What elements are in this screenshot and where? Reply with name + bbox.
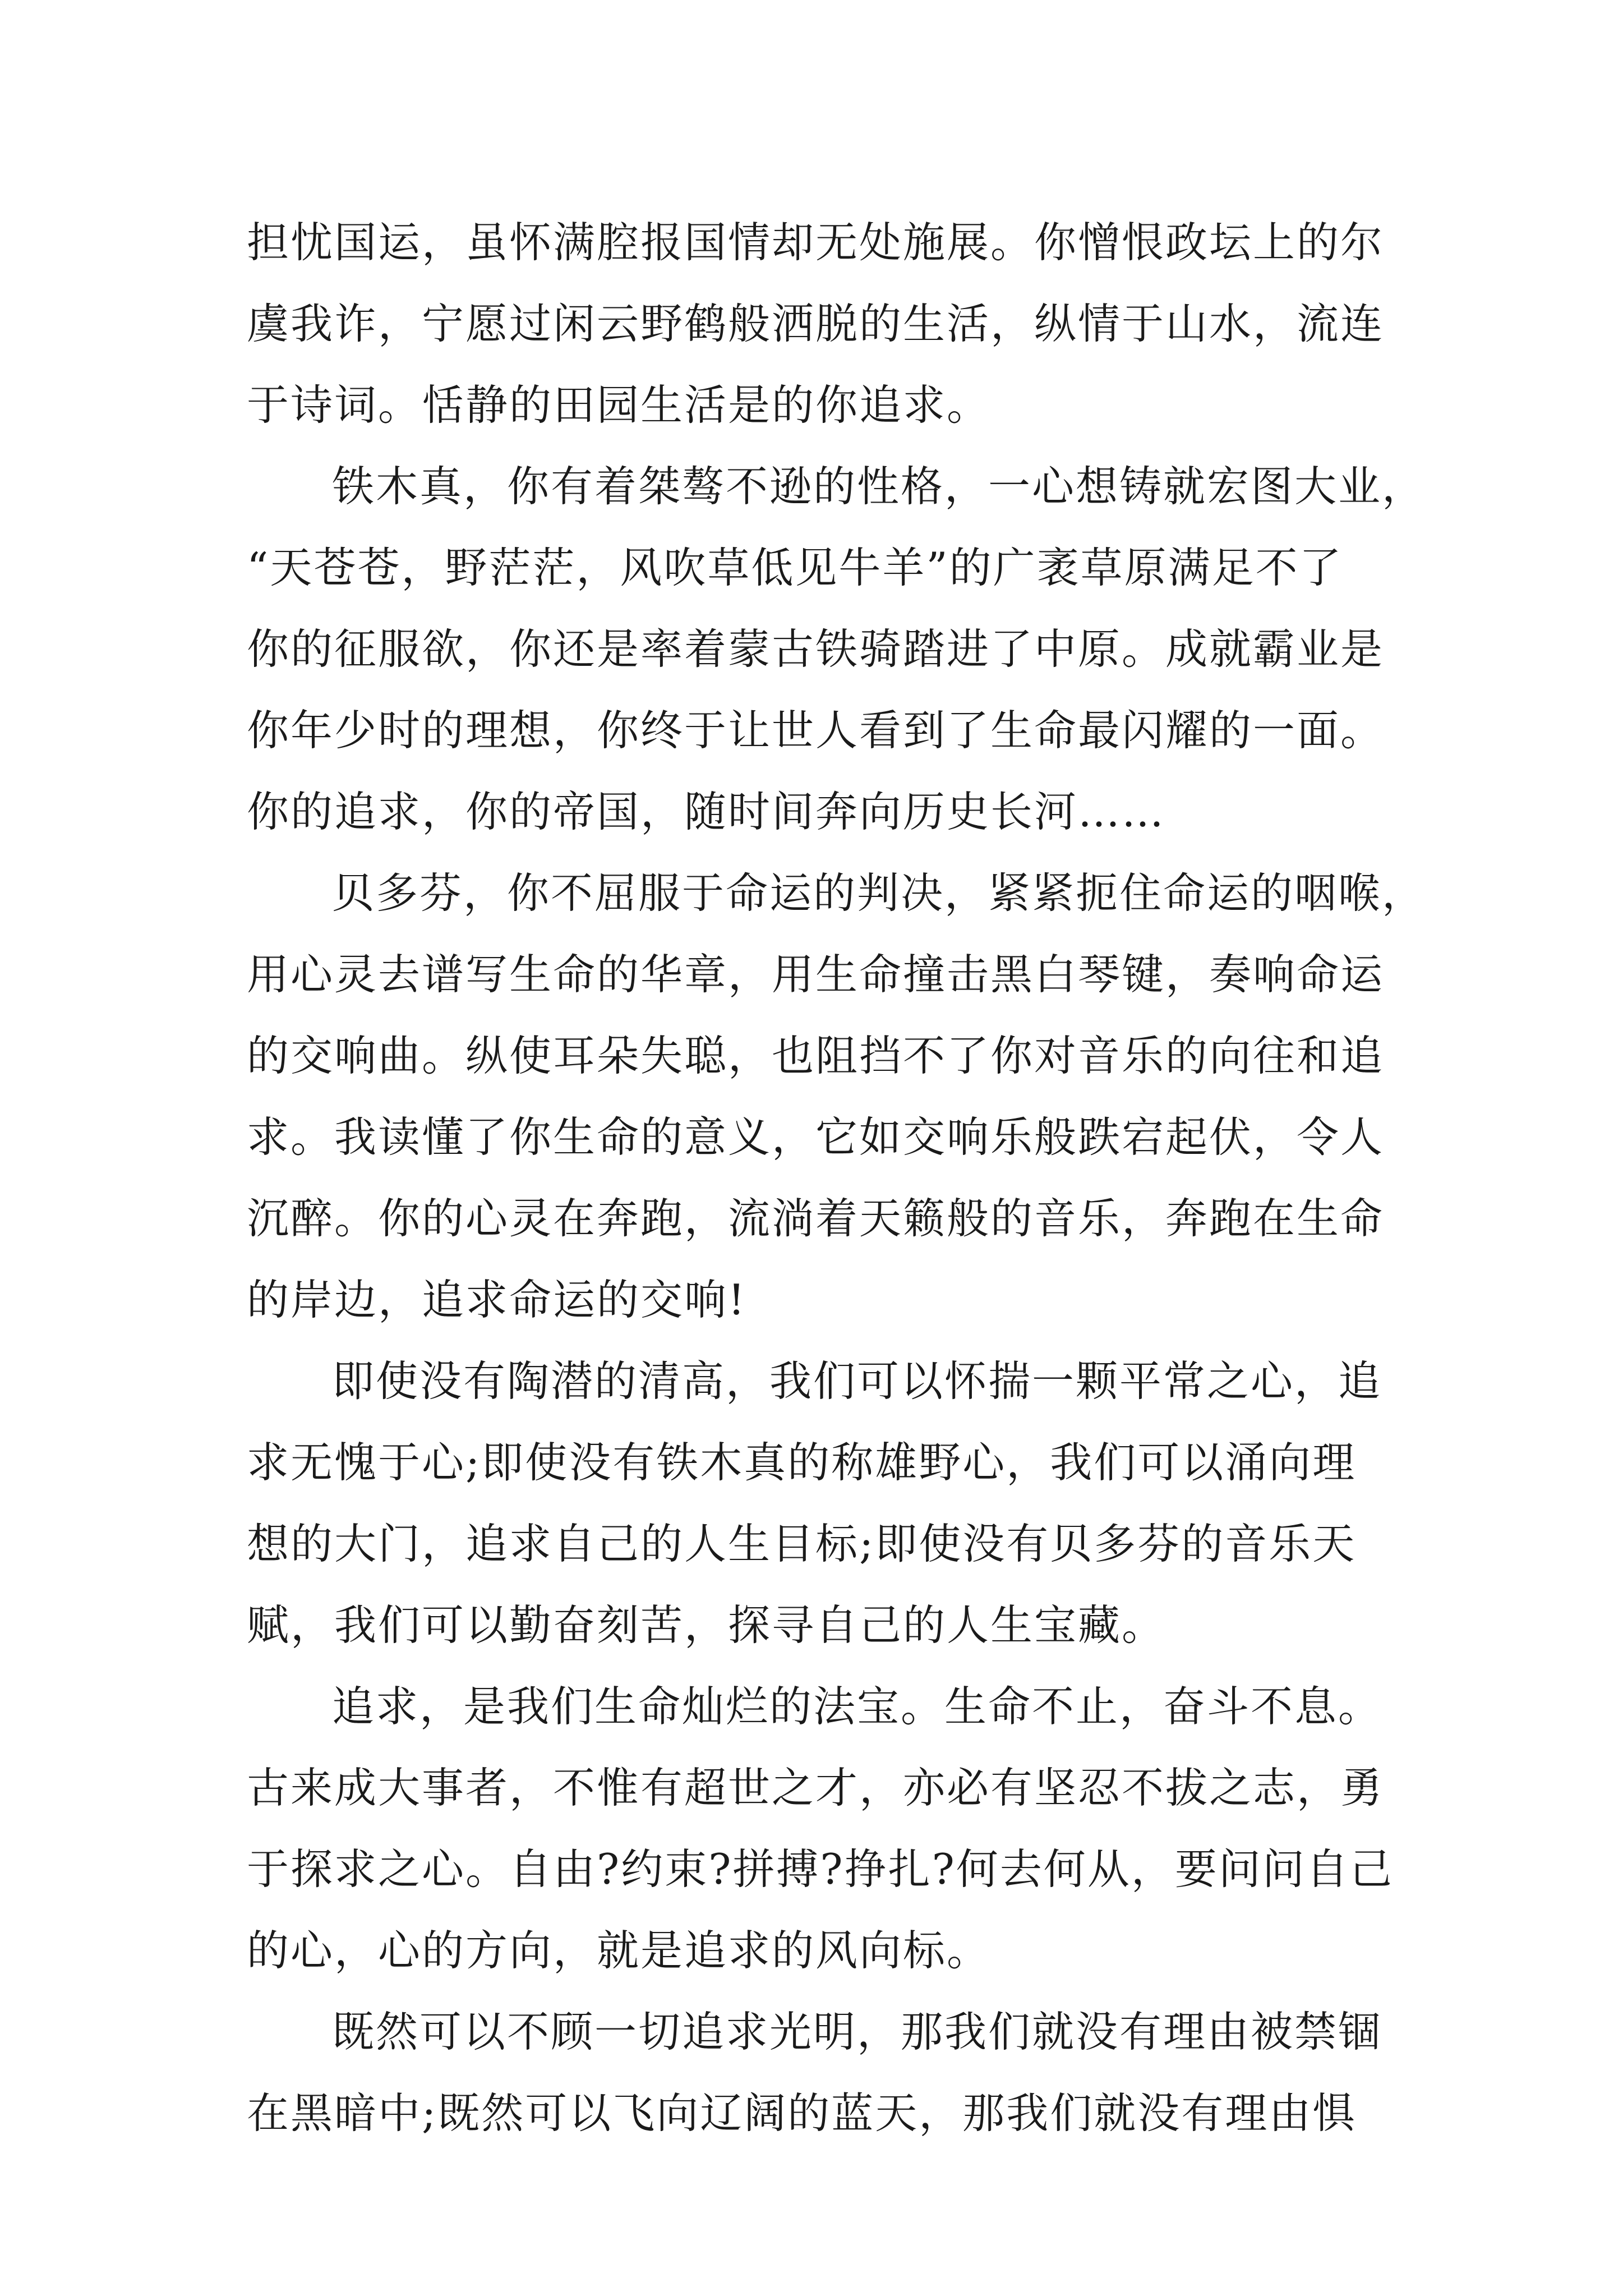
text-line: 虞我诈，宁愿过闲云野鹤般洒脱的生活，纵情于山水，流连 bbox=[247, 299, 1385, 348]
text-line: 你的追求，你的帝国，随时间奔向历史长河…… bbox=[247, 787, 1166, 836]
text-line: 在黑暗中;既然可以飞向辽阔的蓝天，那我们就没有理由惧 bbox=[247, 2088, 1357, 2138]
text-line: 赋，我们可以勤奋刻苦，探寻自己的人生宝藏。 bbox=[247, 1600, 1166, 1650]
text-line: 用心灵去谱写生命的华章，用生命撞击黑白琴键，奏响命运 bbox=[247, 950, 1385, 999]
text-line: 的交响曲。纵使耳朵失聪，也阻挡不了你对音乐的向往和追 bbox=[247, 1031, 1385, 1080]
text-line: 古来成大事者，不惟有超世之才，亦必有坚忍不拔之志，勇 bbox=[247, 1763, 1385, 1812]
text-line: 沉醉。你的心灵在奔跑，流淌着天籁般的音乐，奔跑在生命 bbox=[247, 1194, 1385, 1243]
essay-body bbox=[247, 202, 1426, 2154]
text-line: 的心，心的方向，就是追求的风向标。 bbox=[247, 1926, 991, 1975]
paragraph-first-line: 即使没有陶潜的清高，我们可以怀揣一颗平常之心，追 bbox=[332, 1356, 1382, 1406]
text-line: 于探求之心。自由?约束?拼搏?挣扎?何去何从，要问问自己 bbox=[247, 1844, 1394, 1894]
paragraph-first-line: 既然可以不顾一切追求光明，那我们就没有理由被禁锢 bbox=[332, 2007, 1382, 2056]
paragraph-first-line: 追求，是我们生命灿烂的法宝。生命不止，奋斗不息。 bbox=[332, 1682, 1382, 1731]
paragraph-first-line: 贝多芬，你不屈服于命运的判决，紧紧扼住命运的咽喉， bbox=[332, 868, 1426, 918]
text-line: 求无愧于心;即使没有铁木真的称雄野心，我们可以涌向理 bbox=[247, 1438, 1357, 1487]
text-line: 求。我读懂了你生命的意义，它如交响乐般跌宕起伏，令人 bbox=[247, 1112, 1385, 1162]
text-line: “天苍苍，野茫茫，风吹草低见牛羊”的广袤草原满足不了 bbox=[247, 543, 1343, 592]
paragraph-first-line: 铁木真，你有着桀骜不逊的性格，一心想铸就宏图大业， bbox=[332, 462, 1426, 511]
text-line: 的岸边，追求命运的交响! bbox=[247, 1275, 747, 1324]
text-line: 你的征服欲，你还是率着蒙古铁骑踏进了中原。成就霸业是 bbox=[247, 624, 1385, 674]
text-line: 想的大门，追求自己的人生目标;即使没有贝多芬的音乐天 bbox=[247, 1519, 1357, 1568]
text-line: 于诗词。恬静的田园生活是的你追求。 bbox=[247, 380, 991, 430]
text-line: 你年少时的理想，你终于让世人看到了生命最闪耀的一面。 bbox=[247, 706, 1385, 755]
text-line: 担忧国运，虽怀满腔报国情却无处施展。你憎恨政坛上的尔 bbox=[247, 218, 1385, 267]
